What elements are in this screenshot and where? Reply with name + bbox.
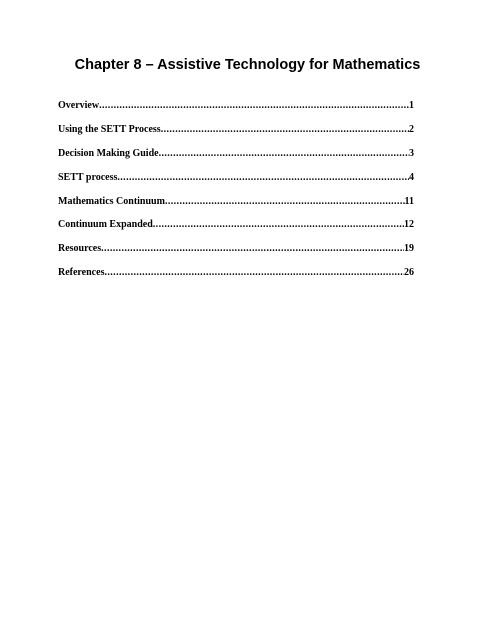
toc-page-number: 1 xyxy=(409,100,414,111)
toc-entry-decision-guide[interactable] xyxy=(58,148,414,172)
toc-entry-using-sett[interactable] xyxy=(58,124,414,148)
toc-dot-leader xyxy=(159,148,409,159)
toc-entry-continuum-expanded[interactable] xyxy=(58,219,414,243)
toc-entry-resources[interactable] xyxy=(58,243,414,267)
toc-entry-math-continuum[interactable] xyxy=(58,196,414,220)
toc-dot-leader xyxy=(165,196,405,207)
toc-entry-references[interactable] xyxy=(58,267,414,291)
toc-dot-leader xyxy=(117,172,409,183)
toc-dot-leader xyxy=(101,243,404,254)
toc-entry-label: Continuum Expanded xyxy=(58,219,153,231)
table-of-contents xyxy=(58,100,414,291)
toc-page-number: 19 xyxy=(404,243,414,255)
toc-page-number: 12 xyxy=(404,219,414,231)
toc-page-number: 3 xyxy=(409,147,414,159)
toc-entry-label: Decision Making Guide xyxy=(58,147,159,159)
toc-entry-label: References xyxy=(58,267,105,279)
toc-dot-leader xyxy=(161,124,409,135)
toc-dot-leader xyxy=(104,267,404,278)
page-title: Chapter 8 – Assistive Technology for Mathematics xyxy=(74,57,421,73)
toc-entry-label: SETT process xyxy=(58,171,118,183)
toc-page-number: 26 xyxy=(404,267,414,279)
toc-dot-leader xyxy=(99,100,409,111)
toc-page-number: 4 xyxy=(409,171,414,183)
toc-entry-overview[interactable] xyxy=(58,100,414,124)
toc-entry-label: Resources xyxy=(58,243,102,255)
toc-entry-sett-process[interactable] xyxy=(58,172,414,196)
toc-page-number: 11 xyxy=(404,195,414,207)
toc-entry-label: Using the SETT Process xyxy=(58,123,161,135)
toc-entry-label: Mathematics Continuum xyxy=(58,195,165,207)
toc-entry-label: Overview xyxy=(58,100,100,111)
toc-dot-leader xyxy=(153,219,404,230)
toc-page-number: 2 xyxy=(409,123,414,135)
